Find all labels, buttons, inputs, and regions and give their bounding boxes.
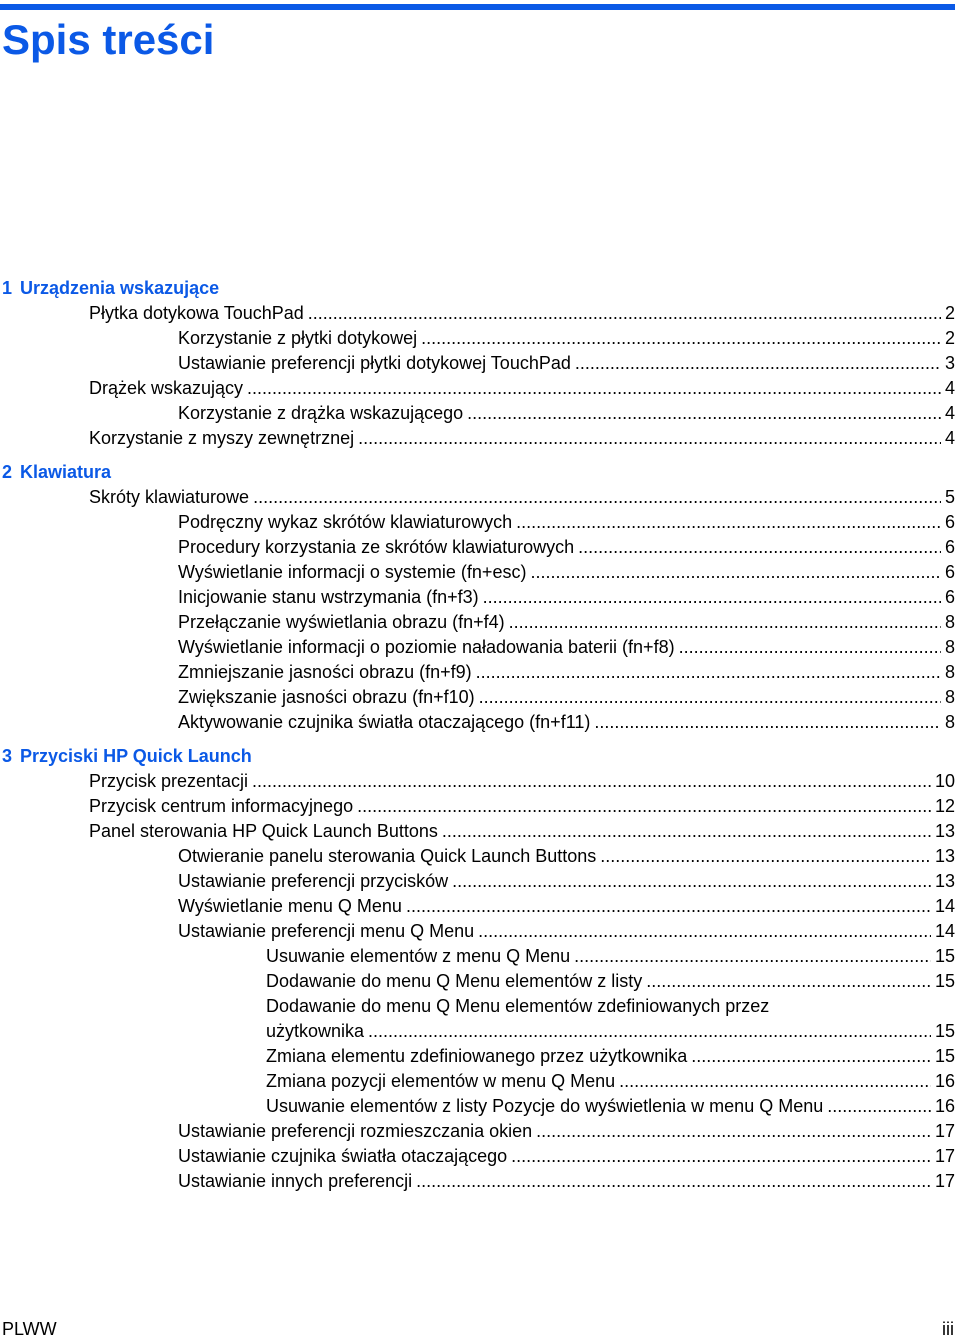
dot-leader [483, 585, 941, 610]
toc-entry-title: Ustawianie preferencji menu Q Menu [178, 921, 475, 941]
dot-leader [308, 301, 941, 326]
toc-entry-title: Wyświetlanie informacji o systemie (fn+esc) [178, 562, 527, 582]
toc-entry-page-number: 5 [944, 487, 955, 507]
toc-entry[interactable] [0, 1119, 955, 1144]
toc-entry[interactable] [0, 560, 955, 585]
toc-entry-page-number: 14 [934, 896, 955, 916]
toc-entry[interactable] [0, 351, 955, 376]
toc-entry-page-number: 8 [944, 687, 955, 707]
toc-entry-title: Ustawianie preferencji rozmieszczania okien [178, 1121, 533, 1141]
toc-entry-page-number: 15 [934, 971, 955, 991]
chapter-title: Klawiatura [20, 462, 112, 482]
toc-entry-title: Inicjowanie stanu wstrzymania (fn+f3) [178, 587, 479, 607]
toc-entry-title: Przycisk prezentacji [89, 771, 249, 791]
toc-entry-title: Korzystanie z płytki dotykowej [178, 328, 418, 348]
toc-entry-page-number: 14 [934, 921, 955, 941]
toc-entry-page-number: 8 [944, 662, 955, 682]
toc-chapter [0, 744, 955, 1194]
toc-entry-page-number: 6 [944, 562, 955, 582]
toc-entry-page-number: 8 [944, 637, 955, 657]
toc-entry[interactable] [0, 794, 955, 819]
toc-entry-title: Płytka dotykowa TouchPad [89, 303, 304, 323]
dot-leader [574, 944, 931, 969]
toc-entry-title: Ustawianie preferencji płytki dotykowej TouchPad [178, 353, 571, 373]
toc-entry-page-number: 17 [934, 1121, 955, 1141]
toc-chapter-heading[interactable] [0, 744, 955, 769]
toc-entry-page-number: 13 [934, 821, 955, 841]
toc-entry-page-number: 2 [944, 303, 955, 323]
toc-entry[interactable] [0, 819, 955, 844]
top-rule [0, 4, 955, 10]
toc-entry-title: Korzystanie z myszy zewnętrznej [89, 428, 355, 448]
toc-entry[interactable] [0, 685, 955, 710]
toc-entry-page-number: 17 [934, 1146, 955, 1166]
dot-leader [247, 376, 941, 401]
dot-leader [368, 1019, 931, 1044]
dot-leader [575, 351, 941, 376]
dot-leader [476, 660, 941, 685]
toc-entry[interactable] [0, 485, 955, 510]
toc-entry[interactable] [0, 710, 955, 735]
dot-leader [416, 1169, 931, 1194]
dot-leader [442, 819, 931, 844]
toc-entry[interactable] [0, 610, 955, 635]
dot-leader [691, 1044, 931, 1069]
toc-entry-page-number: 6 [944, 512, 955, 532]
dot-leader [479, 685, 941, 710]
toc-entry-title: Usuwanie elementów z listy Pozycje do wyświetlenia w menu Q Menu [266, 1096, 824, 1116]
toc-entry[interactable] [0, 769, 955, 794]
toc-chapter [0, 276, 955, 451]
toc-entry[interactable] [0, 635, 955, 660]
toc-entry-page-number: 16 [934, 1071, 955, 1091]
toc-entry[interactable] [0, 326, 955, 351]
toc-entry-page-number: 12 [934, 796, 955, 816]
toc-entry-title: Dodawanie do menu Q Menu elementów z listy [266, 971, 643, 991]
toc-entry-title-line[interactable]: Dodawanie do menu Q Menu elementów zdefiniowanych przez [266, 996, 770, 1016]
toc-entry[interactable] [0, 944, 955, 969]
toc-entry[interactable] [0, 535, 955, 560]
toc-entry-title: Podręczny wykaz skrótów klawiaturowych [178, 512, 513, 532]
dot-leader [600, 844, 931, 869]
toc-entry-title: Wyświetlanie informacji o poziomie naładowania baterii (fn+f8) [178, 637, 675, 657]
toc-entry[interactable] [0, 1069, 955, 1094]
toc-entry-title: użytkownika [266, 1021, 365, 1041]
chapter-title: Urządzenia wskazujące [20, 278, 220, 298]
toc-entry[interactable] [0, 919, 955, 944]
toc-entry-title: Ustawianie preferencji przycisków [178, 871, 449, 891]
toc-entry-title: Zmiana elementu zdefiniowanego przez użytkownika [266, 1046, 688, 1066]
toc-entry-page-number: 4 [944, 428, 955, 448]
toc-entry-title: Ustawianie innych preferencji [178, 1171, 413, 1191]
toc-entry-title: Aktywowanie czujnika światła otaczającego (fn+f11) [178, 712, 591, 732]
toc-entry-page-number: 4 [944, 378, 955, 398]
toc-entry-page-number: 6 [944, 537, 955, 557]
toc-entry[interactable] [0, 1094, 955, 1119]
toc-chapter-heading[interactable] [0, 460, 955, 485]
dot-leader [478, 919, 931, 944]
dot-leader [452, 869, 931, 894]
dot-leader [509, 610, 941, 635]
toc-entry-page-number: 2 [944, 328, 955, 348]
footer-left: PLWW [2, 1319, 57, 1339]
toc-entry-page-number: 16 [934, 1096, 955, 1116]
toc-entry-title: Skróty klawiaturowe [89, 487, 250, 507]
toc-entry[interactable] [0, 660, 955, 685]
dot-leader [530, 560, 941, 585]
toc-entry[interactable] [0, 1019, 955, 1044]
toc-entry[interactable] [0, 844, 955, 869]
dot-leader [827, 1094, 931, 1119]
dot-leader [467, 401, 941, 426]
toc-chapter-heading[interactable] [0, 276, 955, 301]
toc-entry-page-number: 3 [944, 353, 955, 373]
toc-entry[interactable] [0, 1144, 955, 1169]
dot-leader [253, 485, 941, 510]
toc-entry-title: Zmiana pozycji elementów w menu Q Menu [266, 1071, 616, 1091]
dot-leader [358, 426, 941, 451]
toc-entry-page-number: 15 [934, 946, 955, 966]
toc-entry-title: Zmniejszanie jasności obrazu (fn+f9) [178, 662, 472, 682]
chapter-number: 3 [2, 746, 13, 766]
toc-chapter [0, 460, 955, 735]
chapter-title: Przyciski HP Quick Launch [20, 746, 252, 766]
toc-entry-title: Otwieranie panelu sterowania Quick Launch Buttons [178, 846, 597, 866]
table-of-contents [0, 276, 955, 1194]
dot-leader [511, 1144, 931, 1169]
dot-leader [516, 510, 941, 535]
toc-entry-page-number: 6 [944, 587, 955, 607]
dot-leader [252, 769, 931, 794]
toc-entry-page-number: 4 [944, 403, 955, 423]
dot-leader [357, 794, 931, 819]
toc-entry[interactable] [0, 969, 955, 994]
toc-entry-title: Panel sterowania HP Quick Launch Buttons [89, 821, 438, 841]
toc-entry-page-number: 10 [934, 771, 955, 791]
footer-page-number: iii [942, 1319, 954, 1339]
toc-entry[interactable] [0, 376, 955, 401]
dot-leader [679, 635, 941, 660]
toc-entry-page-number: 15 [934, 1046, 955, 1066]
dot-leader [421, 326, 941, 351]
toc-entry-title: Przycisk centrum informacyjnego [89, 796, 354, 816]
toc-entry-title: Korzystanie z drążka wskazującego [178, 403, 464, 423]
toc-entry-page-number: 13 [934, 846, 955, 866]
toc-entry[interactable] [0, 510, 955, 535]
toc-entry-title: Zwiększanie jasności obrazu (fn+f10) [178, 687, 475, 707]
toc-entry[interactable] [0, 869, 955, 894]
toc-entry-title: Ustawianie czujnika światła otaczającego [178, 1146, 508, 1166]
chapter-number: 1 [2, 278, 13, 298]
toc-entry-page-number: 15 [934, 1021, 955, 1041]
dot-leader [594, 710, 941, 735]
dot-leader [578, 535, 941, 560]
toc-entry[interactable] [0, 426, 955, 451]
dot-leader [406, 894, 931, 919]
toc-entry-page-number: 8 [944, 712, 955, 732]
toc-entry-page-number: 13 [934, 871, 955, 891]
toc-entry[interactable] [0, 401, 955, 426]
toc-entry[interactable] [0, 1044, 955, 1069]
dot-leader [646, 969, 931, 994]
toc-entry-title: Wyświetlanie menu Q Menu [178, 896, 402, 916]
toc-entry[interactable] [0, 894, 955, 919]
toc-entry-title: Usuwanie elementów z menu Q Menu [266, 946, 571, 966]
toc-entry-page-number: 17 [934, 1171, 955, 1191]
dot-leader [619, 1069, 931, 1094]
toc-entry[interactable] [0, 585, 955, 610]
page-title: Spis treści [2, 16, 215, 63]
toc-entry-title: Przełączanie wyświetlania obrazu (fn+f4) [178, 612, 505, 632]
dot-leader [536, 1119, 931, 1144]
toc-entry-page-number: 8 [944, 612, 955, 632]
chapter-number: 2 [2, 462, 13, 482]
toc-entry-title: Drążek wskazujący [89, 378, 244, 398]
toc-entry[interactable] [0, 1169, 955, 1194]
toc-entry-title: Procedury korzystania ze skrótów klawiaturowych [178, 537, 575, 557]
toc-entry[interactable] [0, 301, 955, 326]
